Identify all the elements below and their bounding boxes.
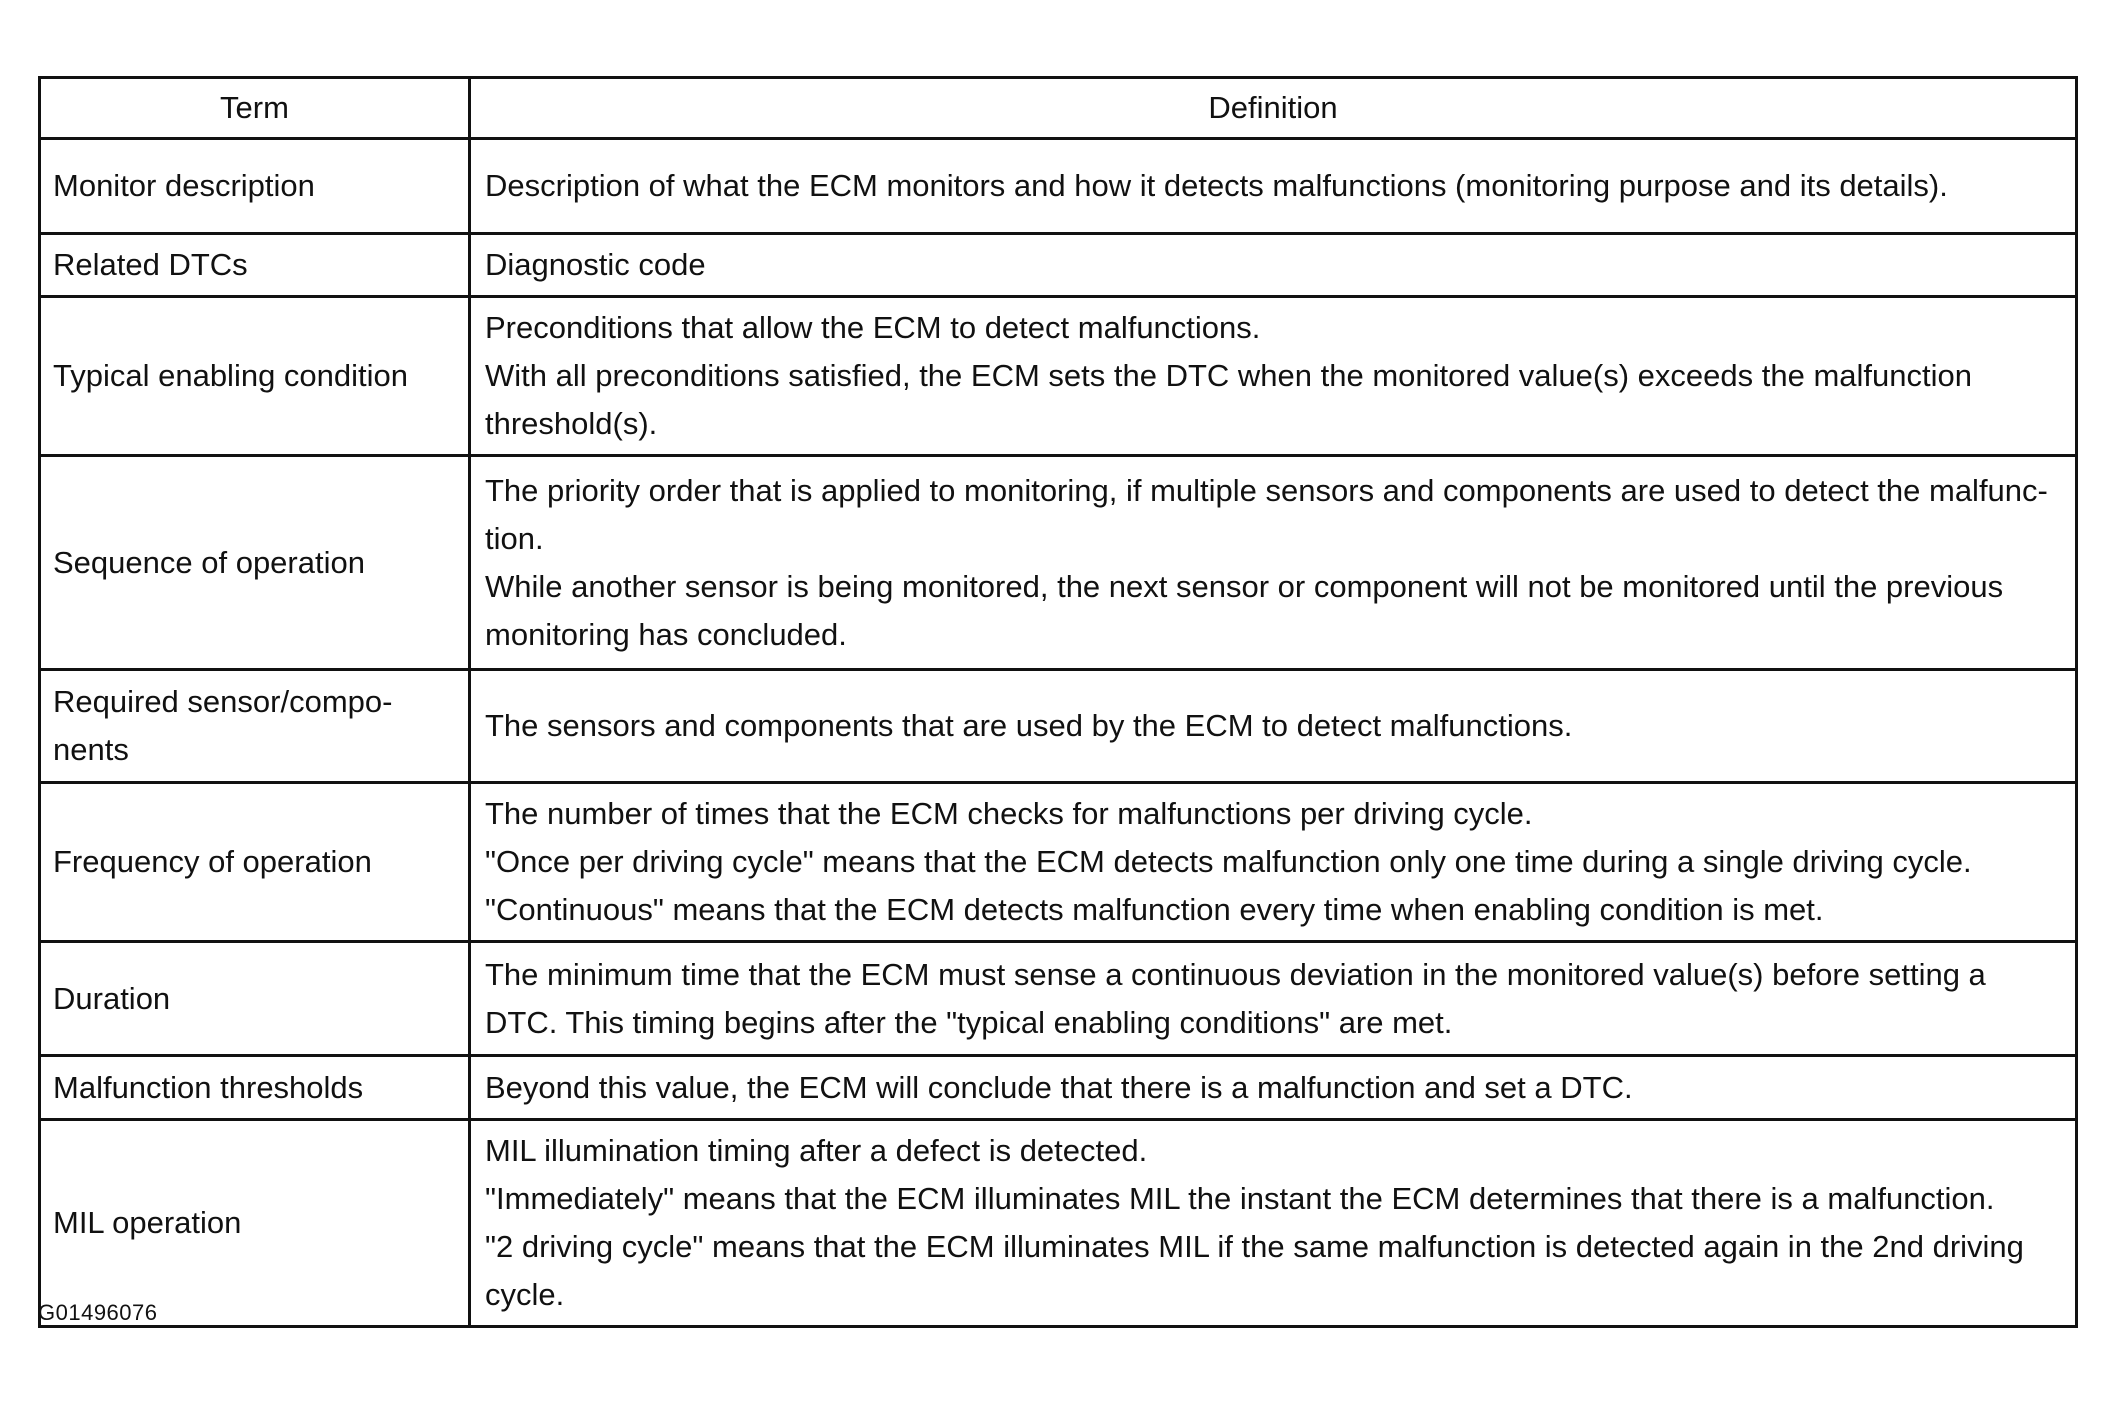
definition-text: Diagnostic code xyxy=(485,247,706,282)
term-cell: Typical enabling condition xyxy=(40,297,470,456)
definition-cell xyxy=(470,783,2077,942)
definition-text: Beyond this value, the ECM will conclude that there is a malfunction and set a DTC. xyxy=(485,1069,1633,1105)
definition-text: While another sensor is being monitored, the next sensor or component will not be monitored until the previous monitoring has concluded. xyxy=(485,568,2004,652)
definition-cell xyxy=(470,1056,2077,1120)
definition-cell xyxy=(470,297,2077,456)
table-row xyxy=(40,783,2077,942)
table-row xyxy=(40,942,2077,1056)
table-row xyxy=(40,1120,2077,1327)
header-term: Term xyxy=(40,78,470,139)
definition-text: The number of times that the ECM checks for malfunctions per driving cycle. xyxy=(485,796,1533,831)
term-cell: MIL operation xyxy=(40,1120,470,1327)
definition-cell xyxy=(470,139,2077,234)
definition-text: The minimum time that the ECM must sense a continuous deviation in the monitored value(s) before setting a DTC. This timing begins after the "typical enabling conditions" are met. xyxy=(485,956,1986,1040)
definition-text: The priority order that is applied to monitoring, if multiple sensors and components are used to detect the malfunc-tion. xyxy=(485,472,2048,556)
definition-text: The sensors and components that are used by the ECM to detect malfunctions. xyxy=(485,708,1573,743)
table-row xyxy=(40,456,2077,670)
table-row xyxy=(40,670,2077,783)
definitions-table xyxy=(38,76,2078,1328)
definition-cell xyxy=(470,456,2077,670)
table-row xyxy=(40,139,2077,234)
definition-text: Description of what the ECM monitors and how it detects malfunctions (monitoring purpose and its details). xyxy=(485,168,1948,203)
term-cell: Frequency of operation xyxy=(40,783,470,942)
definition-text: Preconditions that allow the ECM to detect malfunctions. xyxy=(485,310,1261,345)
definition-text: "2 driving cycle" means that the ECM illuminates MIL if the same malfunction is detected again in the 2nd driving cycle. xyxy=(485,1229,2024,1312)
term-cell: Related DTCs xyxy=(40,234,470,297)
table-row xyxy=(40,1056,2077,1120)
term-cell: Malfunction thresholds xyxy=(40,1056,470,1120)
term-cell: Required sensor/compo-nents xyxy=(40,670,470,783)
definition-text: With all preconditions satisfied, the ECM sets the DTC when the monitored value(s) exceeds the malfunction threshold(s). xyxy=(485,358,1972,441)
term-cell: Sequence of operation xyxy=(40,456,470,670)
term-cell: Monitor description xyxy=(40,139,470,234)
term-cell: Duration xyxy=(40,942,470,1056)
definition-text: "Continuous" means that the ECM detects malfunction every time when enabling condition is met. xyxy=(485,892,1824,927)
definition-cell xyxy=(470,234,2077,297)
definition-text: MIL illumination timing after a defect is detected. xyxy=(485,1133,1148,1168)
definition-text: "Immediately" means that the ECM illuminates MIL the instant the ECM determines that there is a malfunction. xyxy=(485,1181,1995,1216)
header-definition: Definition xyxy=(470,78,2077,139)
table-header-row xyxy=(40,78,2077,139)
definition-text: "Once per driving cycle" means that the ECM detects malfunction only one time during a single driving cycle. xyxy=(485,844,1972,879)
table-row xyxy=(40,234,2077,297)
definition-cell xyxy=(470,942,2077,1056)
definition-cell xyxy=(470,670,2077,783)
definition-cell xyxy=(470,1120,2077,1327)
figure-code: G01496076 xyxy=(38,1300,158,1325)
table-row xyxy=(40,297,2077,456)
